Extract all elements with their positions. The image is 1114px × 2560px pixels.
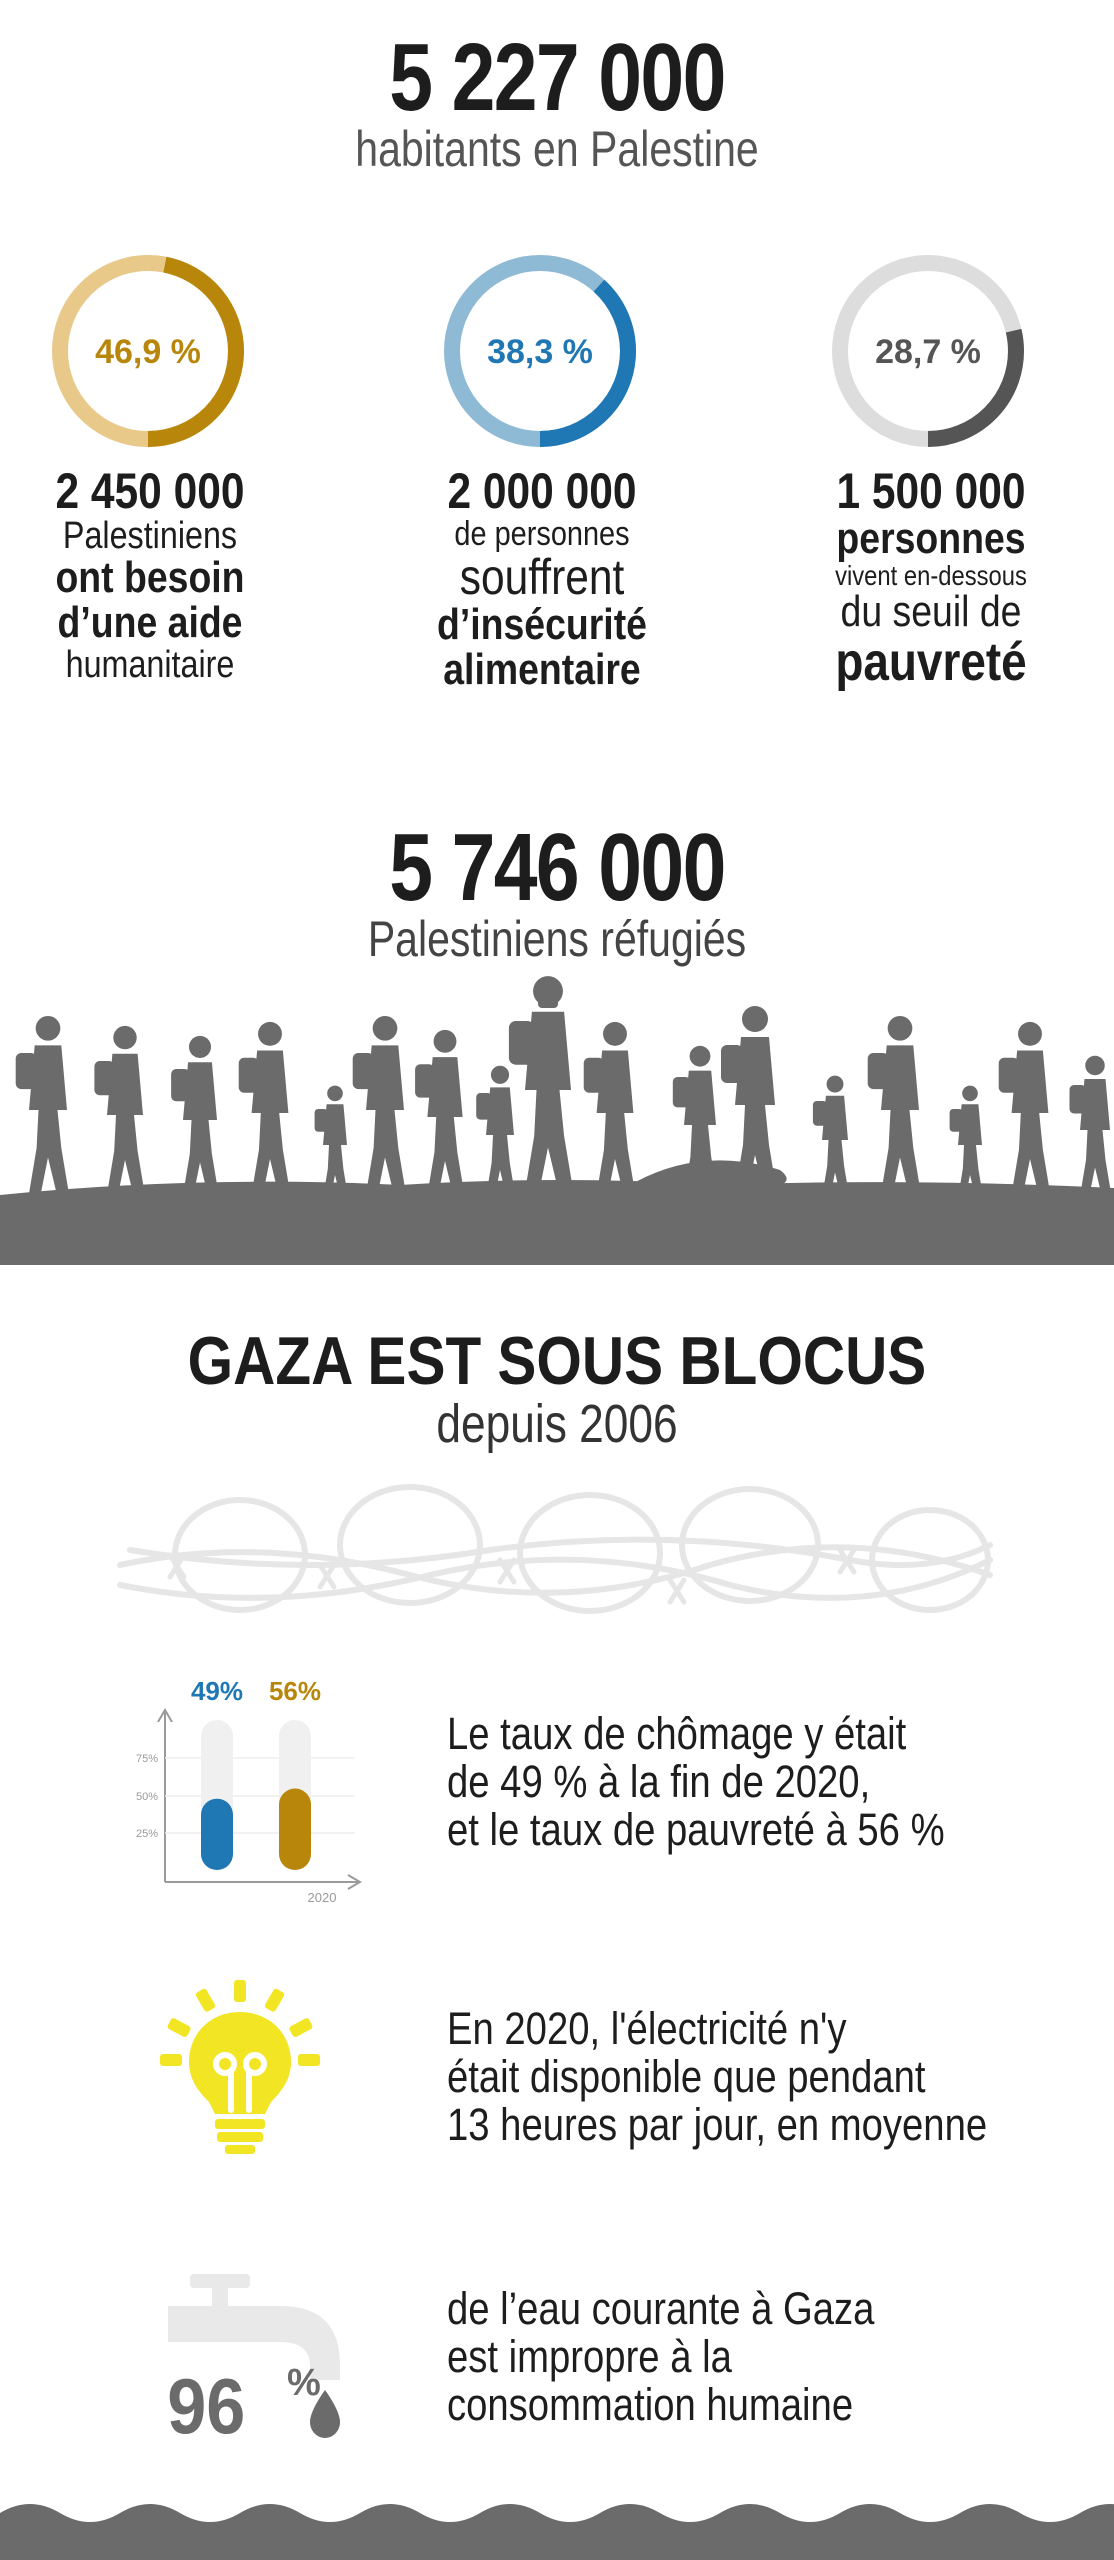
fact-line: consommation humaine [447,2379,854,2431]
stat-line: de personnes [454,515,630,553]
stat-line: souffrent [459,548,625,605]
stat-line: ont besoin [55,552,245,602]
stat-number: 1 500 000 [836,463,1026,519]
fact-line: et le taux de pauvreté à 56 % [447,1804,945,1856]
stat-line: humanitaire [65,643,235,686]
stat-line: alimentaire [443,644,641,694]
stat-food-insecurity [406,463,678,694]
stat-line: pauvreté [835,632,1027,693]
y-tick-label: 25% [135,1828,158,1840]
ring-label-humanitarian: 46,9 % [95,333,201,371]
stat-line: personnes [836,514,1026,563]
person-silhouette [584,1022,637,1205]
fact-line: de l’eau courante à Gaza [447,2283,875,2334]
stat-poverty [795,463,1067,693]
blockade-subtitle: depuis 2006 [436,1394,678,1454]
person-silhouette [1070,1056,1114,1205]
stat-number: 2 000 000 [447,463,637,519]
fact-line: En 2020, l'électricité n'y [447,2003,847,2054]
ring-poverty [840,263,1016,439]
barbed-wire-icon [110,1465,1000,1655]
stat-humanitarian [14,463,286,686]
electricity-text [447,2005,987,2149]
water-tap-icon [160,2270,360,2470]
stat-number: 2 450 000 [55,463,245,519]
stat-line: d’insécurité [437,599,647,649]
fact-line: Le taux de chômage y était [447,1708,907,1759]
refugees-label: Palestiniens réfugiés [367,911,747,967]
stat-line: d’une aide [57,597,243,647]
walking-people [16,976,1113,1205]
fact-line: de 49 % à la fin de 2020, [447,1756,871,1808]
person-silhouette [999,1022,1052,1205]
person-silhouette [94,1026,146,1205]
ring-label-food-insecurity: 38,3 % [487,333,593,371]
person-silhouette [16,1016,71,1205]
y-tick-label: 75% [135,1753,158,1765]
bottom-wave-border [0,2485,1114,2560]
person-carrying-load [538,982,558,1008]
person-silhouette [353,1016,408,1205]
bar-value-label: 49% [190,1676,244,1706]
percent-rings [0,240,1114,460]
bar [201,1799,233,1870]
population-label: habitants en Palestine [355,121,759,177]
bar-value-label: 56% [268,1676,322,1706]
water-percent: 96 [167,2362,246,2450]
bar [279,1789,311,1870]
person-silhouette [509,976,576,1205]
y-tick-label: 50% [135,1791,158,1803]
person-silhouette [239,1022,292,1205]
fact-line: était disponible que pendant [447,2051,926,2103]
stat-line: du seuil de [840,587,1022,637]
stat-line: Palestiniens [62,515,238,557]
water-percent-sign: % [287,2362,321,2404]
refugees-silhouette-illustration [0,980,1114,1265]
fact-line: 13 heures par jour, en moyenne [447,2099,988,2151]
stat-line: vivent en-dessous [835,559,1027,591]
x-tick-label: 2020 [307,1890,337,1905]
population-number: 5 227 000 [389,24,725,131]
refugees-number: 5 746 000 [389,814,725,921]
lightbulb-icon [165,1980,315,2155]
person-silhouette [415,1030,466,1205]
ring-label-poverty: 28,7 % [875,333,981,371]
unemployment-text [447,1710,945,1854]
person-silhouette [171,1036,220,1205]
ring-food-insecurity [452,263,628,439]
ring-humanitarian [60,263,236,439]
fact-line: est impropre à la [447,2331,732,2383]
unemployment-poverty-chart [135,1670,380,1910]
blockade-title: GAZA EST SOUS BLOCUS [187,1323,927,1399]
person-silhouette [868,1016,923,1205]
water-text [447,2285,874,2429]
